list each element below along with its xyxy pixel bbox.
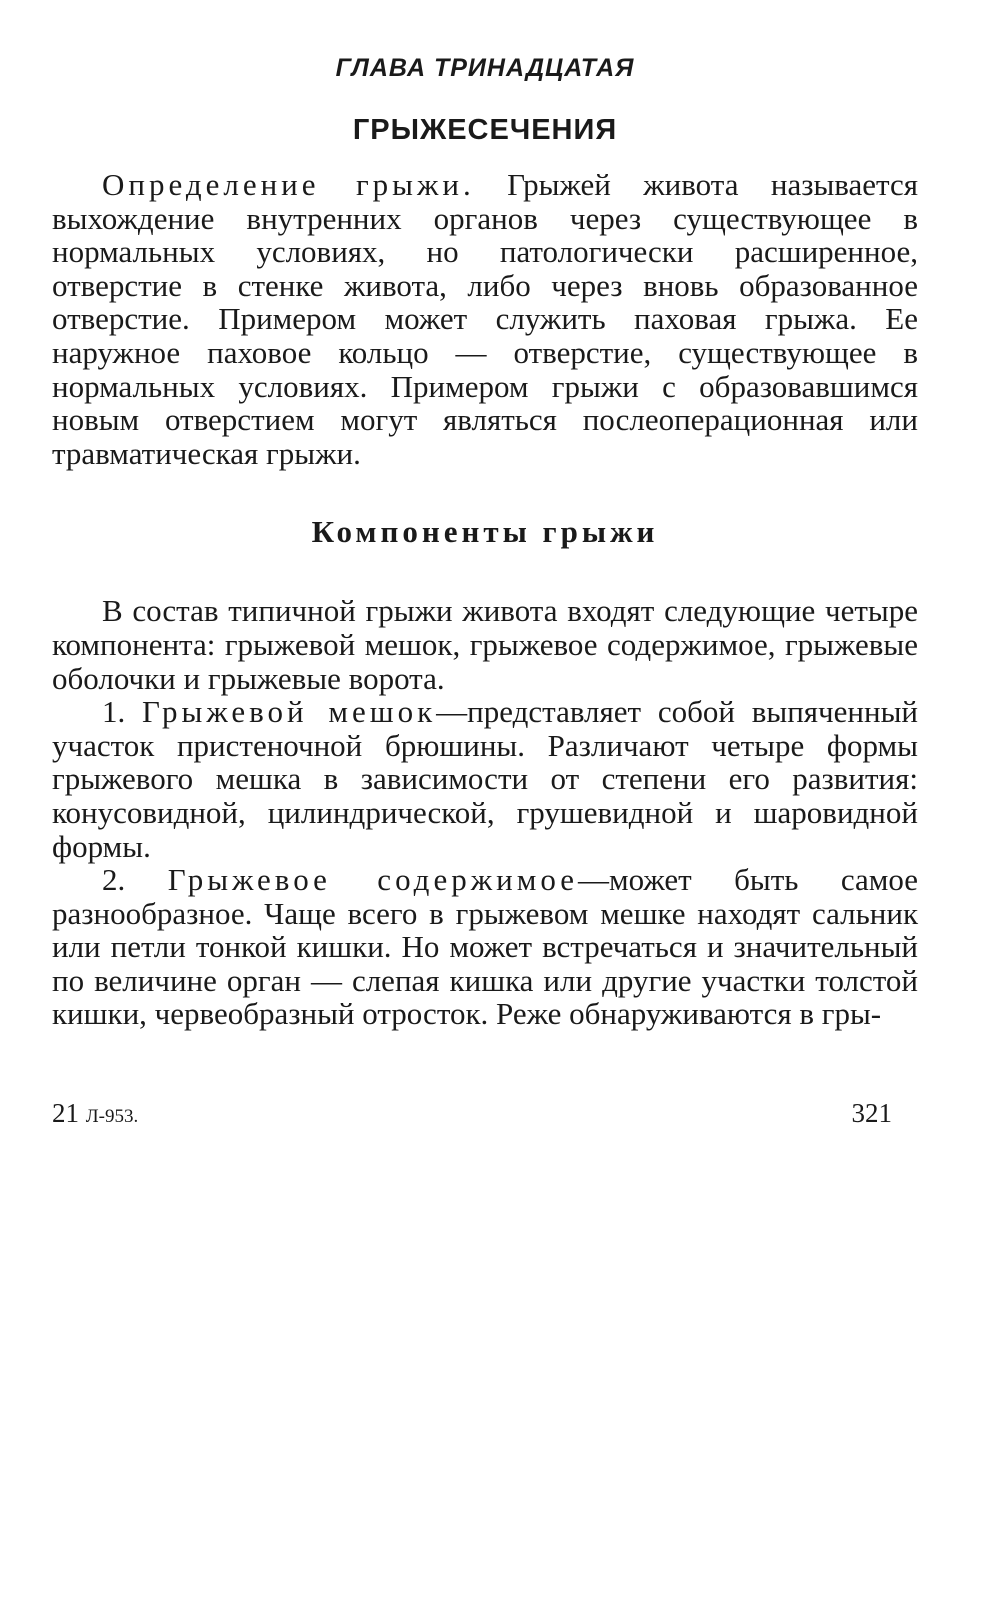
intro-paragraph: В состав типичной грыжи живота входят следующие четыре компонента: грыжевой мешок, грыжевое содержимое, грыжевые оболочки и грыжевые ворота. <box>52 593 918 696</box>
printer-signature <box>52 1093 138 1137</box>
list-item <box>52 695 918 863</box>
page-content <box>52 40 918 1031</box>
list-item <box>52 863 918 1031</box>
page-title: ГРЫЖЕСЕЧЕНИЯ <box>352 114 618 146</box>
chapter-heading: ГЛАВА ТРИНАДЦАТАЯ <box>335 54 635 82</box>
item-text: —представляет собой выпяченный участок пристеночной брюшины. Различают четыре формы грыжевого мешка в зависимости от степени его развития: конусовидной, цилиндрической, грушевидной и шаровидной формы. <box>52 694 918 864</box>
definition-term: Определение грыжи. <box>102 167 475 202</box>
page-footer <box>52 1093 892 1133</box>
page-number: 321 <box>851 1098 892 1128</box>
item-term: Грыжевой мешок <box>142 694 437 730</box>
signature-code: Л-953. <box>85 1106 139 1127</box>
item-number: 2. <box>102 862 168 898</box>
item-text: —может быть самое разнообразное. Чаще всего в грыжевом мешке находят сальник или петли тонкой кишки. Но может встречаться и значительный по величине орган — слепая кишка или другие участки толстой кишки, червеобразный отросток. Реже обнаруживаются в гры- <box>52 862 919 1032</box>
signature-number: 21 <box>52 1098 86 1128</box>
definition-text: Грыжей живота называется выхождение внутренних органов через существующее в нормальных условиях, но патологически расширенное, отверстие в стенке живота, либо через вновь образованное отверстие. Примером может служить паховая грыжа. Ее наружное паховое кольцо — отверстие, существующее в нормальных условиях. Примером грыжи с образовавшимся новым отверстием могут являться послеоперационная или травматическая грыжи. <box>52 167 918 471</box>
item-term: Грыжевое содержимое <box>167 862 578 898</box>
definition-paragraph <box>52 168 918 470</box>
item-number: 1. <box>102 694 143 730</box>
section-heading: Компоненты грыжи <box>311 514 659 550</box>
